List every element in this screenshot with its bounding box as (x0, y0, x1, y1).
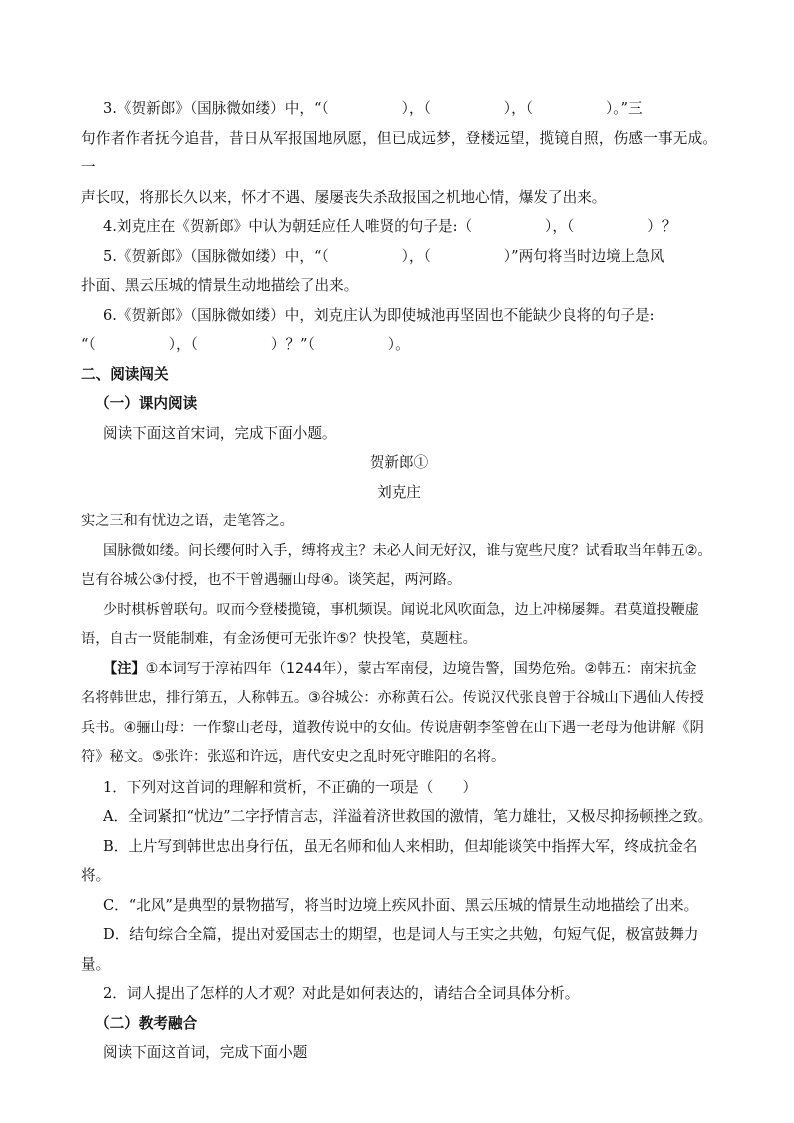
reading-intro: 阅读下面这首宋词，完成下面小题。 (103, 424, 337, 442)
document-body (81, 94, 717, 1068)
question-5-line-2: 扑面、黑云压城的情景生动地描绘了出来。 (81, 277, 359, 294)
option-b: B．上片写到韩世忠出身行伍，虽无名师和仙人来相助，但却能谈笑中指挥大军，终成抗金名将。 (81, 837, 698, 884)
option-c: C．“北风”是典型的景物描写，将当时边境上疾风扑面、黑云压城的情景生动地描绘了出来。 (103, 896, 699, 914)
question-6-line-1: 6.《贺新郎》（国脉微如缕）中，刘克庄认为即使城池再坚固也不能缺少良将的句子是: (103, 306, 655, 324)
note-line-1 (81, 655, 717, 685)
question-6-line-2: “（ ），（ ）？”（ ）。 (81, 336, 410, 353)
poem-stanza-1-line-2: 岂有谷城公③付授，也不干曾遇骊山母④。谈笑起，两河路。 (81, 572, 462, 588)
mc-question-1: 1．下列对这首词的理解和赏析，不正确的一项是（ ） (103, 778, 478, 796)
poem-title: 贺新郎① (369, 454, 429, 471)
note-label: 【注】 (103, 660, 146, 677)
question-3-line-1: 3.《贺新郎》（国脉微如缕）中，“（ ），（ ），（ ）。”三 (103, 100, 643, 117)
poem-stanza-2-line-1: 少时棋柝曾联句。叹而今登楼揽镜，事机频误。闻说北风吹面急，边上冲梯屡舞。君莫道投鞭虚 (103, 601, 699, 618)
note-line-4: 符》秘文。⑤张许：张巡和许远，唐代安史之乱时死守睢阳的名将。 (81, 749, 506, 765)
poem-preface: 实之三和有忧边之语，走笔答之。 (81, 513, 294, 529)
note-text-1: ①本词写于淳祐四年（1244年），蒙古军南侵，边境告警，国势危殆。②韩五：南宋抗金 (145, 660, 697, 677)
note-line-2: 名将韩世忠，排行第五，人称韩五。③谷城公：亦称黄石公。传说汉代张良曾于谷城山下遇仙人传授 (81, 690, 704, 706)
question-3-line-3: 声长叹，将那长久以来，怀才不遇、屡屡丧失杀敌报国之机地心情，爆发了出来。 (81, 188, 607, 206)
option-d: D．结句综合全篇，提出对爱国志士的期望，也是词人与王实之共勉，句短气促，极富鼓舞力量。 (81, 926, 699, 973)
poem-author: 刘克庄 (377, 483, 421, 501)
poem-stanza-1-line-1: 国脉微如缕。问长缨何时入手，缚将戎主？未必人间无好汉，谁与宽些尺度？试看取当年韩五②。 (103, 542, 712, 559)
subsection-1-title: （一）课内阅读 (95, 395, 198, 412)
note-line-3: 兵书。④骊山母：一作黎山老母，道教传说中的女仙。传说唐朝李筌曾在山下遇一老母为他讲解《阴 (81, 719, 704, 736)
question-3-line-2: 句作者作者抚今追昔，昔日从军报国地夙愿，但已成远梦，登楼远望，揽镜自照，伤感一事无成。一 (81, 129, 717, 176)
reading-intro-2: 阅读下面这首词，完成下面小题 (103, 1044, 308, 1061)
question-2: 2．词人提出了怎样的人才观？对此是如何表达的，请结合全词具体分析。 (103, 985, 580, 1002)
question-4-line-1: 4.刘克庄在《贺新郎》中认为朝廷应任人唯贤的句子是:（ ），（ ）？ (103, 218, 677, 235)
section-2-title: 二、阅读闯关 (81, 365, 169, 383)
poem-stanza-2-line-2: 语，自古一贤能制难，有金汤便可无张许⑤？快投笔，莫题柱。 (81, 631, 477, 647)
option-a: A．全词紧扣“忧边”二字抒情言志，洋溢着济世救国的激情，笔力雄壮，又极尽抑扬顿挫之致。 (103, 808, 713, 825)
question-5-line-1: 5.《贺新郎》（国脉微如缕）中，“（ ），（ ）”两句将当时边境上急风 (103, 247, 665, 265)
subsection-2-title: （二）教考融合 (95, 1014, 198, 1032)
